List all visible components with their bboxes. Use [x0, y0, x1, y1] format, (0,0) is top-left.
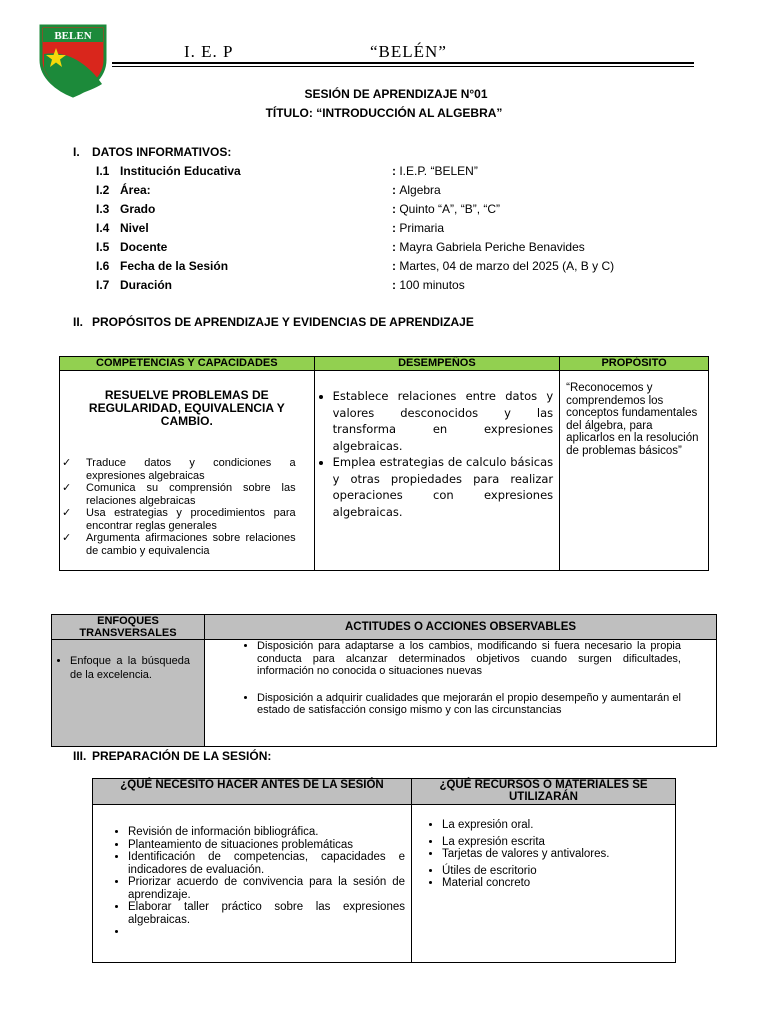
header-rule-thin [112, 66, 694, 67]
school-type: I. E. P [184, 42, 234, 61]
datos-value: Primaria [399, 221, 445, 235]
recurso-item: • Tarjetas de valores y antivalores. [442, 848, 669, 861]
section3-number: III. [73, 749, 87, 763]
header-antes: ¿QUÉ NECESITO HACER ANTES DE LA SESIÓN [93, 779, 412, 805]
section2-heading: PROPÓSITOS DE APRENDIZAJE Y EVIDENCIAS DE APRENDIZAJE [92, 315, 474, 329]
capacidad-item: ✓ Comunica su comprensión sobre las relaciones algebraicas [60, 482, 296, 507]
datos-label: Duración [120, 278, 173, 292]
desempenos-list [315, 388, 560, 520]
datos-num: I.2 [96, 183, 110, 197]
datos-value: 100 minutos [399, 278, 465, 292]
datos-label: Fecha de la Sesión [120, 259, 229, 273]
header-actitudes: ACTITUDES O ACCIONES OBSERVABLES [205, 615, 717, 640]
antes-item: • Identificación de competencias, capacidades e indicadores de evaluación. [128, 851, 405, 876]
recurso-item: • La expresión oral. [442, 819, 669, 832]
capacidad-item: ✓ Usa estrategias y procedimientos para encontrar reglas generales [60, 507, 296, 532]
datos-num: I.6 [96, 259, 110, 273]
datos-num: I.5 [96, 240, 110, 254]
antes-list [93, 826, 405, 939]
desempenos-cell [314, 371, 560, 571]
datos-num: I.7 [96, 278, 110, 292]
header-competencias: COMPETENCIAS Y CAPACIDADES [60, 357, 315, 371]
section3-heading: PREPARACIÓN DE LA SESIÓN: [92, 749, 272, 763]
actitudes-list [205, 640, 681, 717]
header-rule-thick [112, 62, 694, 64]
section2-number: II. [73, 315, 84, 329]
actitud-item: • Disposición a adquirir cualidades que mejorarán el propio desempeño y aumentarán el estado de satisfacción consigo mismo y con las circunstancias [257, 692, 681, 717]
datos-label: Institución Educativa [120, 164, 241, 178]
datos-value: I.E.P. “BELEN” [399, 164, 478, 178]
antes-item: • Revisión de información bibliográfica. [128, 826, 405, 839]
section1-number: I. [73, 145, 80, 159]
enfoques-table [51, 614, 717, 747]
capacidad-item: ✓ Argumenta afirmaciones sobre relaciones de cambio y equivalencia [60, 532, 296, 557]
desempeno-item: • Establece relaciones entre datos y valores desconocidos y las transforma en expresiones algebraicas. [333, 388, 554, 454]
capacidad-item: ✓ Traduce datos y condiciones a expresiones algebraicas [60, 457, 296, 482]
competencia-title: RESUELVE PROBLEMAS DE REGULARIDAD, EQUIVALENCIA Y CAMBIO. [88, 388, 285, 428]
desempeno-item: • Emplea estrategias de calculo básicas y otras propiedades para realizar operaciones con expresiones algebraicas. [333, 454, 554, 520]
recursos-cell [412, 805, 676, 963]
recurso-item: • La expresión escrita [442, 836, 669, 849]
datos-label: Grado [120, 202, 156, 216]
proposito-cell: “Reconocemos y comprendemos los conceptos fundamentales del álgebra, para aplicarlos en la resolución de problemas básicos” [560, 371, 709, 571]
datos-num: I.4 [96, 221, 110, 235]
enfoque-item: • Enfoque a la búsqueda de la excelencia. [70, 654, 190, 682]
datos-value: Quinto “A”, “B”, “C” [399, 202, 501, 216]
session-title: TÍTULO: “INTRODUCCIÓN AL ALGEBRA” [265, 106, 503, 120]
competencias-cell [60, 371, 315, 571]
datos-value: Algebra [399, 183, 441, 197]
recursos-list [412, 819, 669, 890]
session-number: SESIÓN DE APRENDIZAJE N°01 [304, 87, 488, 101]
antes-item: • Planteamiento de situaciones problemáticas [128, 839, 405, 852]
recurso-item: • Útiles de escritorio [442, 865, 669, 878]
capacidades-list [60, 457, 314, 557]
datos-num: I.3 [96, 202, 110, 216]
header-proposito: PROPÓSITO [560, 357, 709, 371]
actitud-item: • Disposición para adaptarse a los cambios, modificando si fuera necesario la propia conducta para alcanzar determinados objetivos cuando surgen dificultades, información no conocida o situaciones nuevas [257, 640, 681, 678]
actitudes-cell [205, 640, 717, 747]
datos-num: I.1 [96, 164, 110, 178]
datos-label: Nivel [120, 221, 149, 235]
header-desempenos: DESEMPEÑOS [314, 357, 560, 371]
enfoque-cell [52, 640, 205, 747]
datos-value: Martes, 04 de marzo del 2025 (A, B y C) [399, 259, 615, 273]
school-name: “BELÉN” [370, 42, 447, 61]
header-recursos: ¿QUÉ RECURSOS O MATERIALES SE UTILIZARÁN [412, 779, 676, 805]
datos-label: Área: [120, 183, 151, 197]
datos-label: Docente [120, 240, 168, 254]
antes-cell [93, 805, 412, 963]
recurso-item: • Material concreto [442, 877, 669, 890]
logo-text: BELEN [54, 30, 92, 42]
header-enfoques: ENFOQUES TRANSVERSALES [52, 615, 205, 640]
preparacion-table [92, 778, 676, 963]
propositos-table [59, 356, 709, 571]
enfoque-list [56, 654, 190, 682]
antes-item: • Elaborar taller práctico sobre las expresiones algebraicas. [128, 901, 405, 926]
antes-item: • Priorizar acuerdo de convivencia para la sesión de aprendizaje. [128, 876, 405, 901]
datos-value: Mayra Gabriela Periche Benavides [399, 240, 585, 254]
antes-item [128, 926, 405, 939]
section1-heading: DATOS INFORMATIVOS: [92, 145, 232, 159]
